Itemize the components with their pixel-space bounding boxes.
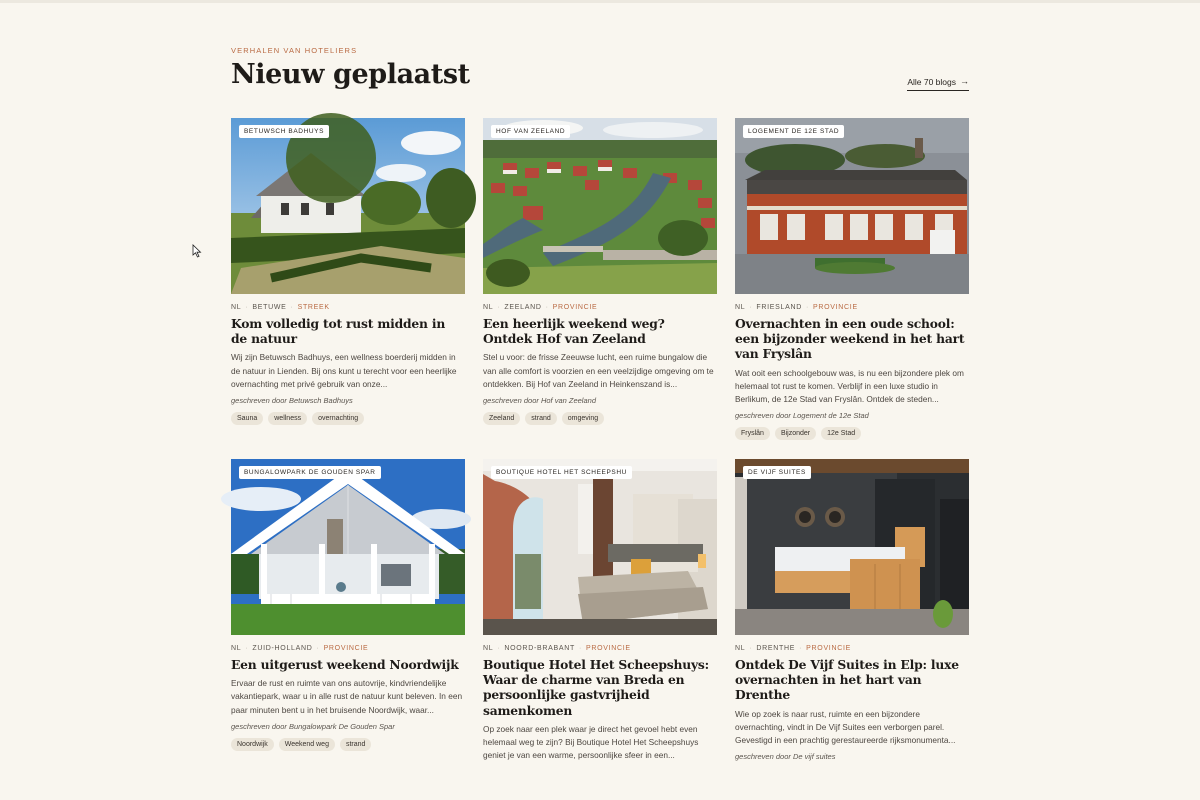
card-excerpt: Ervaar de rust en ruimte van ons autovrije, kindvriendelijke vakantiepark, waar u in alle rust de natuur kunt beleven. In een paar minuten bent u in het bruisende Noordwijk, waar...	[231, 678, 463, 715]
blog-card[interactable]	[483, 459, 717, 800]
meta-region-type: PROVINCIE	[552, 304, 598, 311]
tag-chip[interactable]: Sauna	[231, 412, 263, 425]
tag-chip[interactable]: Bijzonder	[775, 427, 816, 440]
mouse-cursor-icon	[192, 244, 202, 258]
card-title[interactable]: Een uitgerust weekend Noordwijk	[231, 657, 459, 672]
hotel-pill: LOGEMENT DE 12E STAD	[743, 125, 844, 138]
card-tags	[231, 412, 465, 425]
card-meta	[735, 645, 969, 652]
meta-country: NL	[735, 645, 746, 652]
card-author: geschreven door De vijf suites	[735, 752, 836, 762]
tag-chip[interactable]: Zeeland	[483, 412, 520, 425]
tag-chip[interactable]: Weekend weg	[279, 738, 335, 751]
hotel-pill: BOUTIQUE HOTEL HET SCHEEPSHU	[491, 466, 632, 479]
page-title: Nieuw geplaatst	[231, 59, 470, 90]
meta-separator: ·	[749, 645, 753, 652]
meta-country: NL	[483, 304, 494, 311]
tag-chip[interactable]: Noordwijk	[231, 738, 274, 751]
card-image[interactable]	[483, 118, 717, 294]
meta-separator: ·	[545, 304, 549, 311]
tag-chip[interactable]: wellness	[268, 412, 307, 425]
hotel-pill: DE VIJF SUITES	[743, 466, 811, 479]
meta-separator: ·	[749, 304, 753, 311]
meta-country: NL	[231, 304, 242, 311]
blog-card[interactable]	[231, 459, 465, 800]
meta-separator: ·	[799, 645, 803, 652]
card-meta	[231, 304, 465, 311]
card-excerpt: Wat ooit een schoolgebouw was, is nu een bijzondere plek om helemaal tot rust te komen. Verblijf in een luxe studio in Berlikum, de 12e Stad van Fryslân. Ontdek de steden...	[735, 367, 964, 405]
card-title[interactable]: Een heerlijk weekend weg? Ontdek Hof van Zeeland	[483, 316, 665, 347]
arrow-right-icon: →	[960, 76, 969, 87]
card-excerpt: Wij zijn Betuwsch Badhuys, een wellness boerderij midden in de natuur in Lienden. Bij ons kunt u terecht voor een heerlijke overnachting met privé gebruik van onze...	[231, 352, 457, 389]
meta-area[interactable]: BETUWE	[252, 304, 287, 311]
meta-separator: ·	[578, 645, 582, 652]
meta-country: NL	[735, 304, 746, 311]
card-tags	[735, 427, 969, 440]
card-image[interactable]	[735, 459, 969, 635]
meta-separator: ·	[805, 304, 810, 311]
meta-separator: ·	[316, 645, 320, 652]
blog-card[interactable]	[735, 459, 969, 800]
meta-country: NL	[483, 645, 494, 652]
meta-region-type: PROVINCIE	[806, 645, 851, 652]
card-author: geschreven door Betuwsch Badhuys	[231, 396, 353, 406]
tag-chip[interactable]: strand	[525, 412, 556, 425]
meta-region-type: PROVINCIE	[585, 645, 631, 652]
hotel-pill: BETUWSCH BADHUYS	[239, 125, 329, 138]
tag-chip[interactable]: overnachting	[312, 412, 364, 425]
meta-area[interactable]: ZUID-HOLLAND	[252, 645, 313, 652]
card-image[interactable]	[231, 118, 465, 294]
meta-region-type: PROVINCIE	[323, 645, 369, 652]
card-title[interactable]: Ontdek De Vijf Suites in Elp: luxe overnachten in het hart van Drenthe	[735, 657, 959, 703]
card-title[interactable]: Boutique Hotel Het Scheepshuys: Waar de charme van Breda en persoonlijke gastvrijheid samenkomen	[483, 657, 709, 718]
blog-card[interactable]	[735, 118, 969, 459]
meta-area[interactable]: NOORD-BRABANT	[504, 645, 575, 652]
meta-area[interactable]: FRIESLAND	[756, 304, 802, 311]
meta-separator: ·	[497, 304, 501, 311]
blog-card-grid	[231, 118, 969, 800]
card-meta	[483, 304, 717, 311]
section-title-row	[231, 58, 969, 92]
tag-chip[interactable]: omgeving	[562, 412, 604, 425]
card-image[interactable]	[735, 118, 969, 294]
card-author: geschreven door Hof van Zeeland	[483, 396, 596, 406]
section-header	[231, 46, 969, 92]
meta-area[interactable]: ZEELAND	[504, 304, 542, 311]
meta-region-type: STREEK	[297, 304, 330, 311]
blog-card[interactable]	[483, 118, 717, 459]
card-tags	[483, 412, 717, 425]
all-blogs-link-label: Alle 70 blogs	[907, 76, 956, 87]
card-title[interactable]: Kom volledig tot rust midden in de natuur	[231, 316, 446, 347]
meta-area[interactable]: DRENTHE	[756, 645, 796, 652]
card-meta	[231, 645, 465, 652]
hotel-pill: HOF VAN ZEELAND	[491, 125, 570, 138]
meta-separator: ·	[245, 304, 249, 311]
card-image[interactable]	[483, 459, 717, 635]
blog-card[interactable]	[231, 118, 465, 459]
card-meta	[735, 304, 969, 311]
meta-separator: ·	[497, 645, 501, 652]
all-blogs-link[interactable]	[907, 77, 969, 91]
meta-separator: ·	[245, 645, 249, 652]
meta-separator: ·	[290, 304, 294, 311]
meta-country: NL	[231, 645, 242, 652]
top-divider	[0, 0, 1200, 3]
card-image[interactable]	[231, 459, 465, 635]
tag-chip[interactable]: strand	[340, 738, 371, 751]
card-title[interactable]: Overnachten in een oude school: een bijzonder weekend in het hart van Fryslân	[735, 316, 965, 362]
hotel-pill: BUNGALOWPARK DE GOUDEN SPAR	[239, 466, 381, 479]
card-author: geschreven door Bungalowpark De Gouden Spar	[231, 721, 395, 731]
tag-chip[interactable]: Fryslân	[735, 427, 770, 440]
card-excerpt: Wie op zoek is naar rust, ruimte en een bijzondere overnachting, vindt in De Vijf Suites een verborgen parel. Gevestigd in een prachtig gerestaureerde rijksmonumenta...	[735, 708, 956, 746]
card-author: geschreven door Logement de 12e Stad	[735, 411, 869, 421]
tag-chip[interactable]: 12e Stad	[821, 427, 861, 440]
card-meta	[483, 645, 717, 652]
meta-region-type: PROVINCIE	[813, 304, 858, 311]
card-excerpt: Stel u voor: de frisse Zeeuwse lucht, een ruime bungalow die van alle comfort is voorzien en een veelzijdige omgeving om te ontdekken. Bij Hof van Zeeland in Heinkenszand is...	[483, 352, 714, 389]
section-eyebrow: VERHALEN VAN HOTELIERS	[231, 46, 358, 55]
card-tags	[231, 738, 465, 751]
card-excerpt: Op zoek naar een plek waar je direct het gevoel hebt even helemaal weg te zijn? Bij Boutique Hotel Het Scheepshuys geniet je van een warme, persoonlijke sfeer in een...	[483, 723, 699, 761]
